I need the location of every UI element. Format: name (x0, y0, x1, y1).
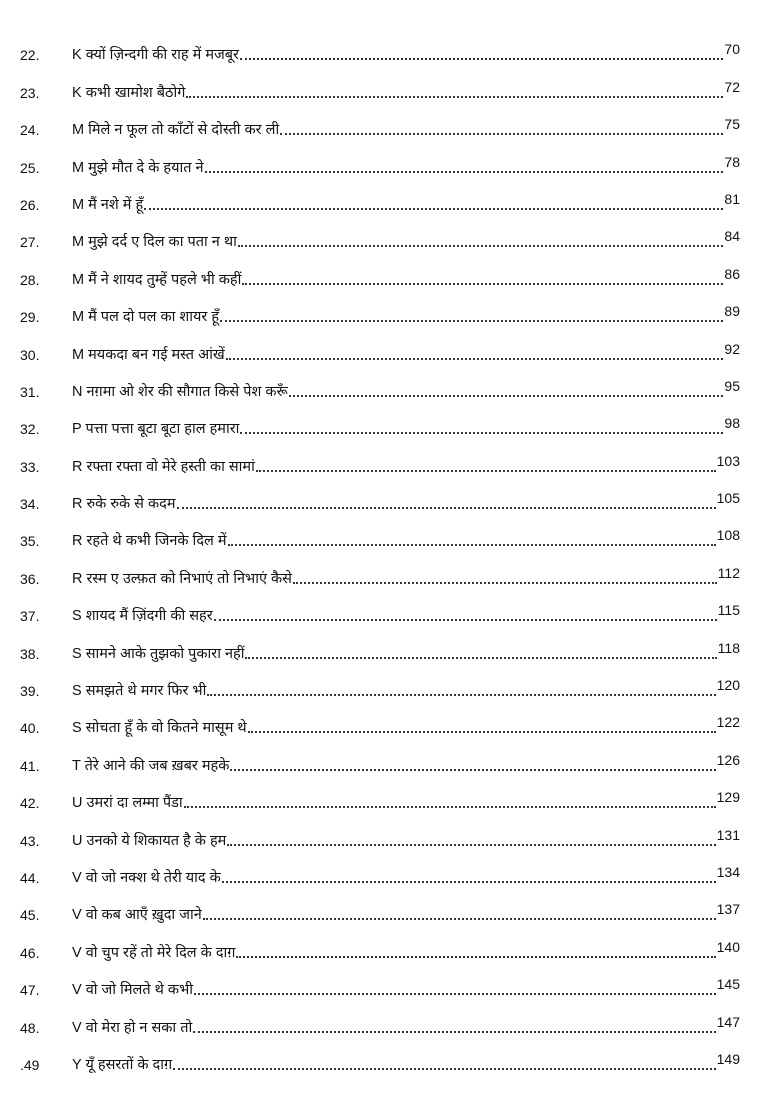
entry-number: 25. (20, 159, 40, 176)
entry-number: 30. (20, 346, 40, 363)
dot-leader (240, 58, 723, 60)
entry-number: 48. (20, 1019, 40, 1036)
entry-page-number: 105 (716, 490, 740, 507)
entry-title: U उमरां दा लम्मा पैंडा (72, 795, 183, 812)
toc-entry (0, 327, 780, 364)
entry-title: S समझते थे मगर फिर भी (72, 683, 207, 700)
toc-entry (0, 215, 780, 252)
entry-page-number: 84 (724, 228, 740, 245)
entry-number: 45. (20, 907, 40, 924)
dot-leader (289, 395, 724, 397)
entry-number: 35. (20, 533, 40, 550)
dot-leader (220, 320, 723, 322)
entry-number: 29. (20, 309, 40, 326)
dot-leader (184, 806, 716, 808)
entry-title: S सामने आके तुझको पुकारा नहीं (72, 645, 245, 662)
entry-number: 32. (20, 421, 40, 438)
toc-entry (0, 252, 780, 289)
dot-leader (280, 133, 723, 135)
dot-leader (256, 470, 716, 472)
entry-page-number: 145 (716, 976, 740, 993)
entry-page-number: 122 (716, 714, 740, 731)
toc-entry (0, 963, 780, 1000)
toc-entry (0, 701, 780, 738)
entry-number: 27. (20, 234, 40, 251)
toc-entry (0, 664, 780, 701)
entry-number: 31. (20, 383, 40, 400)
entry-title: Y यूँ हसरतों के दाग़ (72, 1056, 173, 1073)
dot-leader (186, 96, 723, 98)
entry-number: 28. (20, 271, 40, 288)
toc-entry (0, 140, 780, 177)
entry-title: V वो जो नक्श थे तेरी याद के (72, 869, 221, 886)
entry-number: 33. (20, 458, 40, 475)
dot-leader (205, 171, 724, 173)
dot-leader (194, 993, 716, 995)
entry-page-number: 112 (717, 564, 740, 581)
dot-leader (203, 918, 716, 920)
toc-entry (0, 626, 780, 663)
entry-title: V वो कब आएँ ख़ुदा जाने (72, 907, 202, 924)
entry-number: 43. (20, 832, 40, 849)
entry-title: T तेरे आने की जब ख़बर महके (72, 757, 230, 774)
dot-leader (226, 358, 724, 360)
entry-number: 23. (20, 84, 40, 101)
dot-leader (293, 582, 717, 584)
entry-number: 39. (20, 683, 40, 700)
entry-page-number: 103 (716, 452, 740, 469)
toc-entry (0, 365, 780, 402)
dot-leader (177, 507, 716, 509)
entry-number: .49 (20, 1056, 40, 1073)
entry-page-number: 134 (716, 863, 740, 880)
entry-page-number: 78 (724, 153, 740, 170)
entry-title: M मयकदा बन गई मस्त आंखें (72, 346, 225, 363)
dot-leader (228, 544, 716, 546)
entry-page-number: 115 (717, 602, 740, 619)
dot-leader (207, 694, 715, 696)
dot-leader (222, 881, 716, 883)
entry-page-number: 120 (716, 677, 740, 694)
entry-title: M मैं नशे में हूँ (72, 196, 144, 213)
dot-leader (245, 657, 716, 659)
toc-entry (0, 925, 780, 962)
toc-entry (0, 1038, 780, 1075)
entry-title: V वो मेरा हो न सका तो (72, 1019, 193, 1036)
entry-title: M मिले न फूल तो काँटों से दोस्ती कर ली (72, 122, 280, 139)
dot-leader (230, 769, 715, 771)
entry-title: M मुझे दर्द ए दिल का पता न था (72, 234, 237, 251)
toc-entry (0, 477, 780, 514)
entry-page-number: 147 (716, 1013, 740, 1030)
entry-title: R रफ्ता रफ्ता वो मेरे हस्ती का सामां (72, 458, 255, 475)
entry-title: S शायद मैं ज़िंदगी की सहर (72, 608, 213, 625)
entry-number: 22. (20, 47, 40, 64)
dot-leader (227, 844, 715, 846)
toc-entry (0, 28, 780, 65)
entry-title: N नग़मा ओ शेर की सौगात किसे पेश करूँ (72, 383, 288, 400)
entry-number: 36. (20, 570, 40, 587)
entry-title: V वो जो मिलते थे कभी (72, 982, 194, 999)
entry-number: 38. (20, 645, 40, 662)
toc-entry (0, 65, 780, 102)
entry-title: P पत्ता पत्ता बूटा बूटा हाल हमारा (72, 421, 240, 438)
toc-entry (0, 1000, 780, 1037)
entry-number: 47. (20, 982, 40, 999)
entry-title: R रहते थे कभी जिनके दिल में (72, 533, 227, 550)
entry-title: R रस्म ए उल्फ़त को निभाएं तो निभाएं कैसे (72, 570, 292, 587)
dot-leader (214, 619, 717, 621)
entry-title: S सोचता हूँ के वो कितने मासूम थे (72, 720, 247, 737)
toc-entry (0, 178, 780, 215)
entry-title: M मैं ने शायद तुम्हें पहले भी कहीं (72, 271, 242, 288)
toc-entry (0, 776, 780, 813)
entry-number: 24. (20, 122, 40, 139)
toc-entry (0, 888, 780, 925)
toc-entry (0, 103, 780, 140)
entry-page-number: 98 (724, 415, 740, 432)
entry-page-number: 140 (716, 938, 740, 955)
entry-page-number: 89 (724, 303, 740, 320)
toc-entry (0, 514, 780, 551)
toc-entry (0, 813, 780, 850)
dot-leader (238, 245, 724, 247)
dot-leader (240, 432, 723, 434)
table-of-contents (0, 28, 780, 1075)
entry-page-number: 86 (724, 265, 740, 282)
toc-entry (0, 290, 780, 327)
entry-page-number: 70 (724, 41, 740, 58)
entry-number: 37. (20, 608, 40, 625)
entry-page-number: 81 (724, 190, 740, 207)
dot-leader (193, 1031, 715, 1033)
entry-page-number: 75 (724, 116, 740, 133)
toc-entry (0, 402, 780, 439)
entry-number: 40. (20, 720, 40, 737)
entry-title: U उनको ये शिकायत है के हम (72, 832, 227, 849)
dot-leader (144, 208, 723, 210)
entry-page-number: 149 (716, 1050, 740, 1067)
entry-title: K क्यों ज़िन्दगी की राह में मजबूर (72, 47, 239, 64)
dot-leader (236, 956, 715, 958)
dot-leader (248, 731, 716, 733)
toc-entry (0, 589, 780, 626)
entry-page-number: 137 (716, 901, 740, 918)
entry-title: R रुके रुके से कदम (72, 496, 176, 513)
entry-page-number: 126 (716, 751, 740, 768)
entry-number: 34. (20, 496, 40, 513)
entry-number: 42. (20, 795, 40, 812)
entry-page-number: 108 (716, 527, 740, 544)
dot-leader (173, 1068, 716, 1070)
entry-number: 41. (20, 757, 40, 774)
dot-leader (242, 283, 723, 285)
entry-title: M मैं पल दो पल का शायर हूँ (72, 309, 220, 326)
entry-title: V वो चुप रहें तो मेरे दिल के दाग़ (72, 944, 236, 961)
entry-page-number: 92 (724, 340, 740, 357)
entry-page-number: 95 (724, 377, 740, 394)
toc-entry (0, 439, 780, 476)
toc-entry (0, 551, 780, 588)
toc-entry (0, 738, 780, 775)
entry-page-number: 131 (716, 826, 740, 843)
entry-page-number: 72 (724, 78, 740, 95)
entry-title: M मुझे मौत दे के हयात ने (72, 159, 204, 176)
entry-page-number: 118 (717, 639, 740, 656)
entry-number: 44. (20, 869, 40, 886)
toc-entry (0, 851, 780, 888)
entry-number: 46. (20, 944, 40, 961)
entry-title: K कभी खामोश बैठोगे (72, 84, 186, 101)
entry-number: 26. (20, 196, 40, 213)
entry-page-number: 129 (716, 789, 740, 806)
